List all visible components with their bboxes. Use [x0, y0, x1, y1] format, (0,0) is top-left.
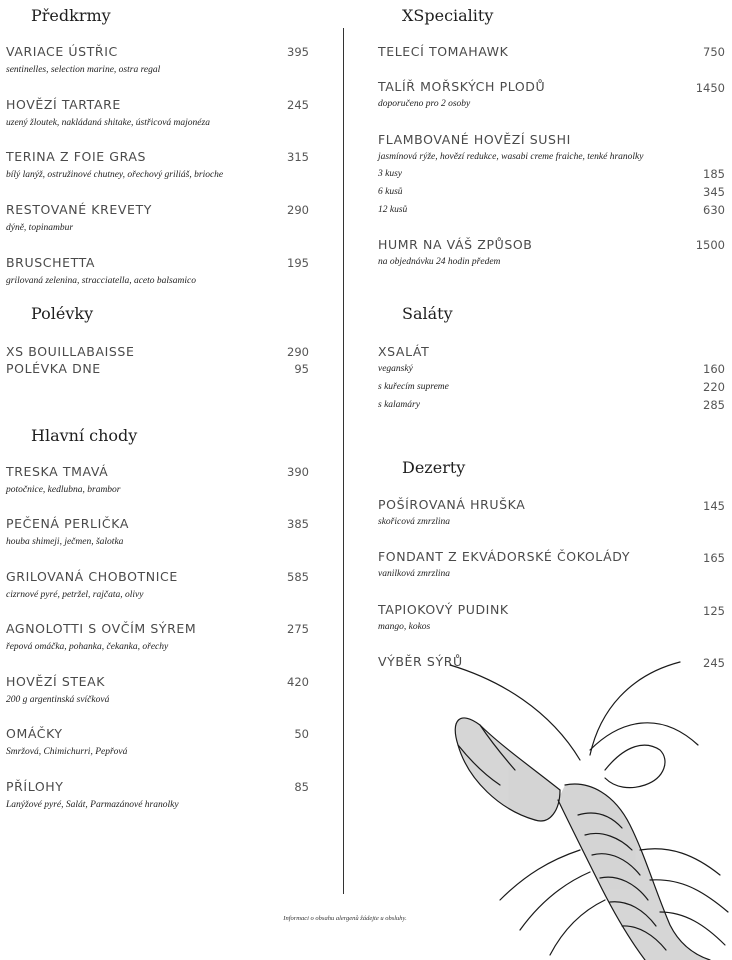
- item-description: houba shimeji, ječmen, šalotka: [6, 537, 124, 547]
- item-price: 1450: [695, 81, 725, 95]
- item-price: 395: [287, 45, 309, 59]
- item-price: 420: [287, 675, 309, 689]
- item-description: Lanýžové pyré, Salát, Parmazánové hranolky: [6, 800, 179, 810]
- variant-label: 6 kusů: [378, 187, 403, 197]
- item-price: 245: [703, 656, 725, 670]
- item-description: vanilková zmrzlina: [378, 569, 451, 579]
- item-name: POLÉVKA DNE: [6, 361, 101, 376]
- variant-price: 185: [703, 167, 725, 181]
- lobster-illustration: [440, 650, 732, 960]
- item-name: OMÁČKY: [6, 726, 63, 741]
- item-price: 125: [703, 604, 725, 618]
- item-price: 385: [287, 517, 309, 531]
- item-name: PEČENÁ PERLIČKA: [6, 516, 129, 531]
- item-name: HUMR NA VÁŠ ZPŮSOB: [378, 237, 533, 252]
- section-title-dezerty: Dezerty: [402, 458, 466, 477]
- variant-price: 220: [703, 380, 725, 394]
- allergen-footnote: Informaci o obsahu alergenů žádejte u obsluhy.: [283, 915, 407, 922]
- variant-price: 160: [703, 362, 725, 376]
- item-price: 85: [294, 780, 309, 794]
- item-price: 390: [287, 465, 309, 479]
- section-title-polevky: Polévky: [31, 304, 94, 323]
- section-title-salaty: Saláty: [402, 304, 453, 323]
- variant-price: 345: [703, 185, 725, 199]
- item-name: XSALÁT: [378, 344, 430, 359]
- item-description: doporučeno pro 2 osoby: [378, 99, 471, 109]
- item-description: uzený žloutek, nakládaná shitake, ústřicová majonéza: [6, 118, 210, 128]
- left-column: [0, 0, 340, 960]
- item-name: FONDANT Z EKVÁDORSKÉ ČOKOLÁDY: [378, 549, 631, 564]
- item-name: TELECÍ TOMAHAWK: [378, 44, 509, 59]
- item-name: RESTOVANÉ KREVETY: [6, 202, 152, 217]
- variant-label: 3 kusy: [378, 169, 403, 179]
- item-name: TRESKA TMAVÁ: [6, 464, 109, 479]
- item-name: BRUSCHETTA: [6, 255, 96, 270]
- item-price: 290: [287, 203, 309, 217]
- item-description: jasmínová rýže, hovězí redukce, wasabi creme fraiche, tenké hranolky: [378, 152, 644, 162]
- item-name: TALÍŘ MOŘSKÝCH PLODŮ: [378, 79, 546, 94]
- variant-label: s kuřecím supreme: [378, 382, 449, 392]
- item-name: AGNOLOTTI S OVČÍM SÝREM: [6, 621, 197, 636]
- item-price: 145: [703, 499, 725, 513]
- item-name: POŠÍROVANÁ HRUŠKA: [378, 497, 526, 512]
- item-description: 200 g argentinská svíčková: [6, 695, 110, 705]
- item-description: Smržová, Chimichurri, Pepřová: [6, 747, 128, 757]
- item-description: potočnice, kedlubna, brambor: [6, 485, 121, 495]
- item-price: 275: [287, 622, 309, 636]
- item-price: 585: [287, 570, 309, 584]
- section-title-predkrmy: Předkrmy: [31, 6, 111, 25]
- item-name: XS BOUILLABAISSE: [6, 344, 135, 359]
- item-name: VÝBĚR SÝRŮ: [378, 654, 463, 669]
- item-name: FLAMBOVANÉ HOVĚZÍ SUSHI: [378, 132, 571, 147]
- item-price: 95: [294, 362, 309, 376]
- variant-label: 12 kusů: [378, 205, 408, 215]
- variant-price: 285: [703, 398, 725, 412]
- item-description: dýně, topinambur: [6, 223, 74, 233]
- item-name: VARIACE ÚSTŘIC: [6, 44, 118, 59]
- item-name: HOVĚZÍ STEAK: [6, 674, 106, 689]
- item-price: 165: [703, 551, 725, 565]
- variant-price: 630: [703, 203, 725, 217]
- section-title-speciality: XSpeciality: [402, 6, 494, 25]
- item-price: 750: [703, 45, 725, 59]
- item-price: 50: [294, 727, 309, 741]
- variant-label: veganský: [378, 364, 413, 374]
- item-description: grilovaná zelenina, stracciatella, aceto balsamico: [6, 276, 196, 286]
- variant-label: s kalamáry: [378, 400, 420, 410]
- item-price: 290: [287, 345, 309, 359]
- item-name: GRILOVANÁ CHOBOTNICE: [6, 569, 178, 584]
- item-description: skořicová zmrzlina: [378, 517, 451, 527]
- item-price: 195: [287, 256, 309, 270]
- item-name: HOVĚZÍ TARTARE: [6, 97, 121, 112]
- item-name: PŘÍLOHY: [6, 779, 64, 794]
- item-description: řepová omáčka, pohanka, čekanka, ořechy: [6, 642, 169, 652]
- item-description: na objednávku 24 hodin předem: [378, 257, 501, 267]
- section-title-hlavni-chody: Hlavní chody: [31, 426, 138, 445]
- item-description: cizrnové pyré, petržel, rajčata, olivy: [6, 590, 144, 600]
- item-description: mango, kokos: [378, 622, 431, 632]
- item-name: TERINA Z FOIE GRAS: [6, 149, 147, 164]
- item-price: 315: [287, 150, 309, 164]
- item-description: sentinelles, selection marine, ostra regal: [6, 65, 161, 75]
- item-price: 1500: [695, 238, 725, 252]
- item-price: 245: [287, 98, 309, 112]
- item-description: bílý lanýž, ostružinové chutney, ořechový griliáš, brioche: [6, 170, 224, 180]
- item-name: TAPIOKOVÝ PUDINK: [378, 602, 509, 617]
